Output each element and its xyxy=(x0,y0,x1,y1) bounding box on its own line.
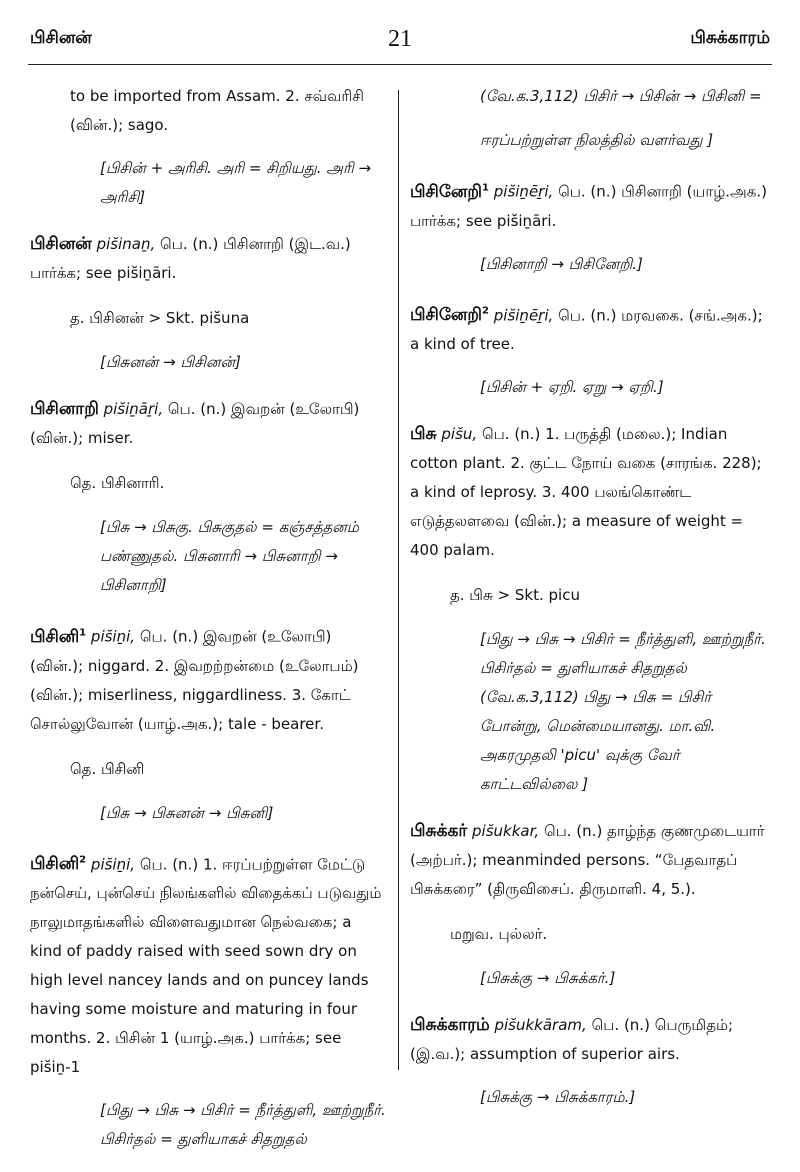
entry-etymology: [பிசின் + அரிசி. அரி = சிறியது. அரி → அரிசி] xyxy=(100,159,372,206)
entry-pisineri-1 xyxy=(410,173,770,279)
entry-transliteration: pis̆iṉi, xyxy=(90,627,136,646)
page-header xyxy=(30,28,770,62)
entry-etymology: [பிசுக்கு → பிசுக்கர்.] xyxy=(480,969,616,988)
header-right-guide-word: பிசுக்காரம் xyxy=(690,28,770,48)
entry-continuation xyxy=(30,82,388,212)
entry-transliteration: pis̆iṉi, xyxy=(90,855,136,874)
entry-etymology: [பிசு → பிசுனன் → பிசுனி] xyxy=(100,803,274,822)
entry-pisini-2 xyxy=(30,846,388,1155)
entry-definition: பெ. (n.) 1. ஈரப்பற்றுள்ள மேட்டு நன்செய், புன்செய் நிலங்களில் விதைக்கப் படுவதும் நாலுமாதங்களில் விளைவதுமான நெல்வகை; a kind of paddy raised with seed sown dry on high level nancey lands and on puncey lands having some moisture and maturing in four months. 2. பிசின் 1 (யாழ்.அக.) பார்க்க; see pis̆iṉ-1 xyxy=(30,855,382,1077)
entry-etymology-line: ஈரப்பற்றுள்ள நிலத்தில் வளர்வது ] xyxy=(480,131,714,149)
entry-headword: பிசினேறி$^1$ xyxy=(410,181,489,202)
entry-headword: பிசு xyxy=(410,424,437,445)
entry-cognate: தெ. பிசினி xyxy=(70,759,145,778)
homograph-number: 1 xyxy=(79,627,87,638)
entry-transliteration: pis̆u, xyxy=(441,425,478,444)
entry-definition-line: to be imported from Assam. 2. சவ்வரிசி xyxy=(70,87,364,105)
left-column xyxy=(30,82,388,1172)
entry-definition-line: (வின்.); sago. xyxy=(70,116,169,134)
entry-etymology: [பிசுக்கு → பிசுக்காரம்.] xyxy=(480,1088,636,1107)
entry-etymology: [பிது → பிசு → பிசிர் = நீர்த்துளி, ஊற்றுநீர். பிசிர்தல் = துளியாகச் சிதறுதல் xyxy=(100,1101,386,1149)
entry-pisukkar xyxy=(410,817,770,993)
entry-etymology: [பிசினாறி → பிசினேறி.] xyxy=(480,254,643,273)
entry-transliteration: pis̆iṉēṟi, xyxy=(493,182,554,201)
entry-cognate: த. பிசினன் > Skt. pis̆una xyxy=(70,309,250,327)
entry-etymology-line: (வே.க.3,112) பிசிர் → பிசின் → பிசினி = xyxy=(480,87,762,105)
entry-definition: பெ. (n.) இவறன் (உலோபி) (வின்.); miser. xyxy=(30,400,360,447)
entry-pisukkaram xyxy=(410,1011,770,1112)
homograph-number: 2 xyxy=(482,305,489,317)
entry-definition: பெ. (n.) பெருமிதம்; (இ.வ.); assumption of superior airs. xyxy=(410,1016,734,1064)
entry-pisu xyxy=(410,420,770,799)
entry-headword: பிசினேறி$^2$ xyxy=(410,305,489,326)
entry-definition: பெ. (n.) மரவகை. (சங்.அக.); a kind of tree. xyxy=(410,306,763,354)
entry-synonym: மறுவ. புல்லர். xyxy=(450,925,548,944)
homograph-number: 1 xyxy=(482,182,489,193)
entry-etymology: [பிது → பிசு → பிசிர் = நீர்த்துளி, ஊற்றுநீர். பிசிர்தல் = துளியாகச் சிதறுதல் (வே.க.3,112) பிது → பிசு = பிசிர் போன்று, மென்மையானது. மா.வி. அகரமுதலி 'picu' வுக்கு வேர் காட்டவில்லை ] xyxy=(480,630,766,794)
entry-cognate: தெ. பிசினாரி. xyxy=(70,474,165,492)
entry-etymology: [பிசின் + ஏறி. ஏறு → ஏறி.] xyxy=(480,378,664,397)
right-column xyxy=(410,82,770,1130)
entry-pisineri-2 xyxy=(410,297,770,403)
entry-definition: பெ. (n.) தாழ்ந்த குணமுடையார் (அற்பர்.); meanminded persons. “பேதவாதப் பிசுக்கரை” (திருவிசைப். திருமாளி. 4, 5.). xyxy=(410,822,765,899)
entry-transliteration: pis̆ukkāram, xyxy=(494,1016,587,1035)
entry-transliteration: pis̆iṉēṟi, xyxy=(493,306,554,325)
entry-headword: பிசினி$^1$ xyxy=(30,626,87,647)
page-number: 21 xyxy=(388,26,412,52)
entry-definition: பெ. (n.) 1. பருத்தி (மலை.); Indian cotton plant. 2. குட்ட நோய் வகை (சாரங்க. 228); a kind of leprosy. 3. 400 பலங்கொண்ட எடுத்தலளவை (வின்.); a measure of weight = 400 palam. xyxy=(410,425,762,560)
entry-headword: பிசுக்கர் xyxy=(410,821,468,842)
entry-definition: பெ. (n.) பிசினாறி (யாழ்.அக.) பார்க்க; see pis̆iṉāri. xyxy=(410,182,767,230)
header-left-guide-word: பிசினன் xyxy=(30,28,92,48)
entry-cognate: த. பிசு > Skt. picu xyxy=(450,586,580,605)
entry-pisinari xyxy=(30,395,388,600)
entry-pisinan xyxy=(30,230,388,377)
entry-pisini-1 xyxy=(30,618,388,828)
entry-headword: பிசினன் xyxy=(30,234,92,254)
entry-etymology: [பிசுனன் → பிசினன்] xyxy=(100,353,241,371)
entry-headword: பிசினி$^2$ xyxy=(30,854,87,875)
header-divider xyxy=(28,64,772,65)
homograph-number: 2 xyxy=(79,854,87,866)
entry-continuation xyxy=(410,82,770,155)
entry-headword: பிசினாறி xyxy=(30,399,99,419)
entry-transliteration: pis̆ukkar, xyxy=(472,822,540,841)
entry-definition: பெ. (n.) பிசினாறி (இட.வ.) பார்க்க; see pis̆iṉāri. xyxy=(30,235,351,282)
entry-headword: பிசுக்காரம் xyxy=(410,1015,490,1036)
entry-transliteration: pis̆iṉāṟi, xyxy=(103,400,164,418)
entry-etymology: [பிசு → பிசுகு. பிசுகுதல் = கஞ்சத்தனம் பண்ணுதல். பிசுனாரி → பிசுனாறி → பிசினாறி] xyxy=(100,518,359,594)
entry-transliteration: pis̆inaṉ, xyxy=(96,235,156,253)
column-divider xyxy=(398,90,399,1070)
entry-definition: பெ. (n.) இவறன் (உலோபி) (வின்.); niggard. 2. இவறற்றன்மை (உலோபம்) (வின்.); miserliness, niggardliness. 3. கோட் சொல்லுவோன் (யாழ்.அக.); tale - bearer. xyxy=(30,627,359,733)
